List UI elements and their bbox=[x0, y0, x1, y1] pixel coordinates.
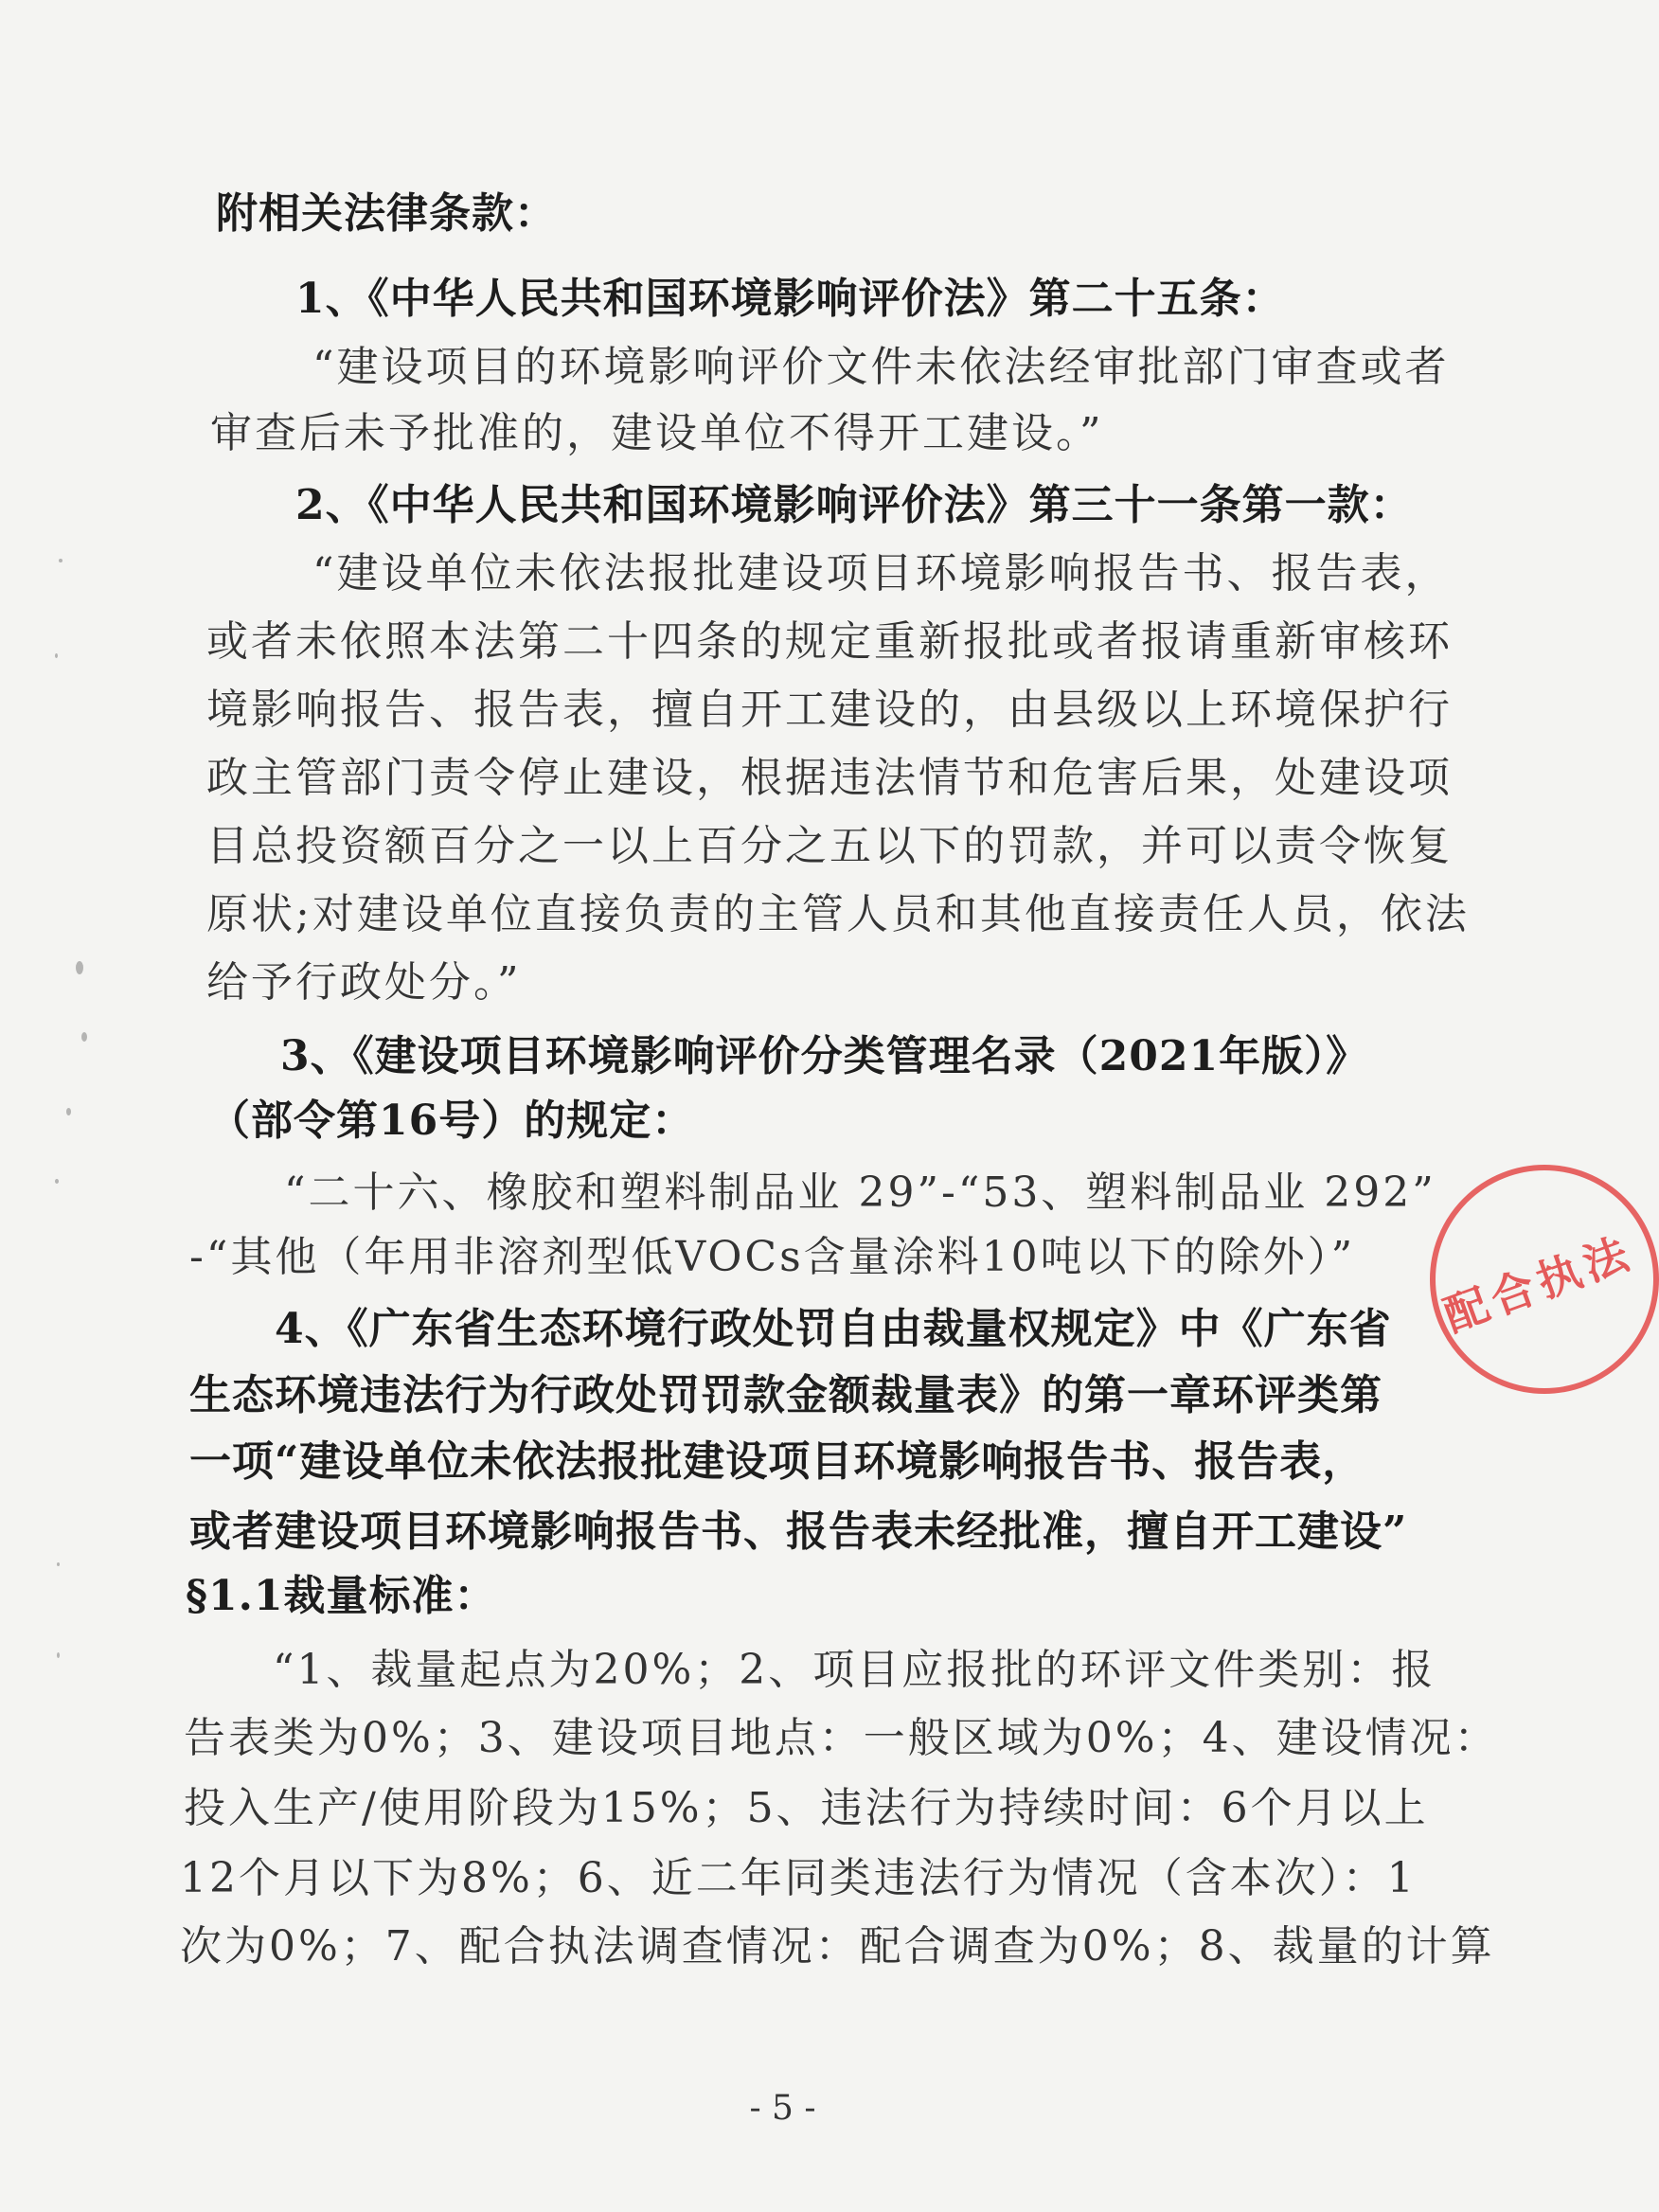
scan-speck bbox=[59, 559, 62, 562]
official-seal-text: 配合执法 bbox=[1437, 1225, 1640, 1342]
clause-heading-2: 2、《中华人民共和国环境影响评价法》第三十一条第一款： bbox=[295, 481, 1413, 529]
body-line: 目总投资额百分之一以上百分之五以下的罚款，并可以责令恢复 bbox=[206, 822, 1453, 870]
appendix-heading: 附相关法律条款： bbox=[216, 189, 557, 238]
scan-speck bbox=[81, 1032, 87, 1042]
body-line: “二十六、橡胶和塑料制品业 29”-“53、塑料制品业 292” bbox=[284, 1168, 1436, 1217]
scan-speck bbox=[76, 961, 83, 974]
body-line: 或者未依照本法第二十四条的规定重新报批或者报请重新审核环 bbox=[206, 617, 1453, 666]
body-line: “1、裁量起点为20%；2、项目应报批的环评文件类别：报 bbox=[273, 1646, 1436, 1694]
body-line: 政主管部门责令停止建设，根据违法情节和危害后果，处建设项 bbox=[206, 754, 1453, 802]
scan-speck bbox=[55, 653, 58, 658]
body-line: 次为0%；7、配合执法调查情况：配合调查为0%；8、裁量的计算 bbox=[180, 1922, 1495, 1971]
body-line: “建设单位未依法报批建设项目环境影响报告书、报告表， bbox=[312, 549, 1450, 598]
body-line: 原状;对建设单位直接负责的主管人员和其他直接责任人员，依法 bbox=[206, 890, 1470, 938]
body-line: -“其他（年用非溶剂型低VOCs含量涂料10吨以下的除外）” bbox=[189, 1233, 1356, 1281]
body-line: 给予行政处分。” bbox=[206, 958, 522, 1007]
clause-heading-4: 4、《广东省生态环境行政处罚自由裁量权规定》中《广东省 bbox=[275, 1305, 1392, 1353]
clause-heading-4-cont: 一项“建设单位未依法报批建设项目环境影响报告书、报告表， bbox=[189, 1437, 1365, 1486]
body-line: 12个月以下为8%；6、近二年同类违法行为情况（含本次）：1 bbox=[180, 1854, 1417, 1902]
clause-heading-1: 1、《中华人民共和国环境影响评价法》第二十五条： bbox=[295, 275, 1285, 323]
body-line: 审查后未予批准的，建设单位不得开工建设。” bbox=[210, 409, 1104, 457]
scan-speck bbox=[55, 1179, 59, 1184]
body-line: 告表类为0%；3、建设项目地点：一般区域为0%；4、建设情况： bbox=[184, 1714, 1499, 1762]
scan-speck bbox=[57, 1562, 60, 1566]
page-number: - 5 - bbox=[749, 2089, 816, 2128]
clause-heading-4-cont: 或者建设项目环境影响报告书、报告表未经批准，擅自开工建设” bbox=[189, 1507, 1408, 1556]
scan-speck bbox=[57, 1652, 60, 1658]
standard-heading: §1.1裁量标准： bbox=[186, 1572, 497, 1620]
clause-heading-4-cont: 生态环境违法行为行政处罚罚款金额裁量表》的第一章环评类第 bbox=[189, 1371, 1382, 1419]
body-line: “建设项目的环境影响评价文件未依法经审批部门审查或者 bbox=[312, 343, 1450, 391]
scan-speck bbox=[66, 1108, 71, 1115]
body-line: 境影响报告、报告表，擅自开工建设的，由县级以上环境保护行 bbox=[206, 686, 1453, 734]
clause-heading-3-cont: （部令第16号）的规定： bbox=[208, 1097, 695, 1145]
body-line: 投入生产/使用阶段为15%；5、违法行为持续时间：6个月以上 bbox=[184, 1784, 1429, 1832]
clause-heading-3: 3、《建设项目环境影响评价分类管理名录（2021年版）》 bbox=[280, 1032, 1369, 1080]
